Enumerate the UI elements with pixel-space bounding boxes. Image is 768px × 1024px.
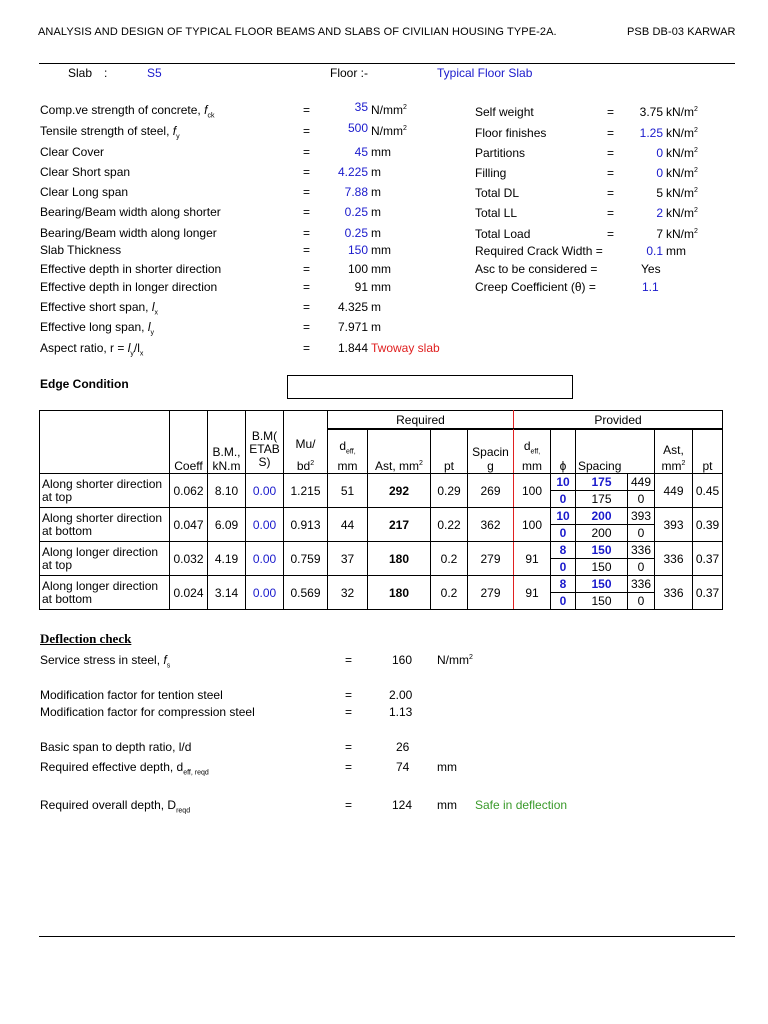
provided-group-header: Provided [514, 411, 723, 429]
param-equals: = [303, 205, 311, 219]
param-label: Effective depth in longer direction [40, 280, 218, 294]
param-equals: = [303, 341, 311, 355]
param-value: 4.225 [337, 165, 368, 179]
header-divider [39, 63, 735, 64]
cell-etabs: 0.00 [246, 474, 284, 508]
cell-phi-2[interactable]: 0 [551, 491, 576, 508]
param-equals: = [303, 145, 311, 159]
row-label: Along shorter direction at top [40, 474, 170, 508]
req-eff-depth-value: 74 [396, 760, 410, 774]
param-equals: = [303, 262, 311, 276]
req-eff-depth-eq: = [345, 760, 353, 774]
cell-pt-provided: 0.45 [693, 474, 723, 508]
floor-value: Typical Floor Slab [437, 66, 533, 80]
table-row [40, 576, 723, 593]
mod-compression-value: 1.13 [389, 705, 413, 719]
row-label: Along longer direction at bottom [40, 576, 170, 610]
cell-ast-2: 0 [628, 491, 655, 508]
cell-ast-provided: 449 [655, 474, 693, 508]
cell-spacing-1[interactable]: 175 [576, 474, 628, 491]
param-value: 500 [347, 121, 368, 135]
load-value: 5 [656, 186, 663, 200]
cell-spacing-required: 269 [468, 474, 514, 508]
cell-phi-2[interactable]: 0 [551, 525, 576, 542]
cell-coeff: 0.062 [170, 474, 208, 508]
req-eff-depth-label: Required effective depth, $d_{eff, reqd}$ [40, 760, 209, 777]
param-label: Effective depth in shorter direction [40, 262, 222, 276]
edge-condition-input[interactable] [287, 375, 573, 399]
mod-tension-value: 2.00 [389, 688, 413, 702]
param-label: Effective long span, $l_y$ [40, 320, 155, 337]
load-unit: $kN/m^2$ [666, 186, 698, 200]
load-unit: $kN/m^2$ [666, 206, 698, 220]
col-ast-provided: Ast, $mm^2$ [655, 430, 693, 474]
col-spacing-required: Spacin g [468, 430, 514, 474]
cell-phi-1[interactable]: 8 [551, 542, 576, 559]
cell-etabs: 0.00 [246, 576, 284, 610]
param-unit: $N/mm^2$ [371, 124, 407, 138]
cell-coeff: 0.047 [170, 508, 208, 542]
param-value: 35 [354, 100, 368, 114]
cell-deff-provided: 100 [514, 474, 551, 508]
load-label: Partitions [475, 146, 526, 160]
param-equals: = [303, 243, 311, 257]
param-label: Clear Long span [40, 185, 129, 199]
param-unit: m [371, 165, 381, 179]
param-label: Bearing/Beam width along longer [40, 226, 217, 240]
cell-pt: 0.2 [431, 542, 468, 576]
service-stress-label: Service stress in steel, $f_s$ [40, 653, 171, 670]
col-phi: ϕ [551, 430, 576, 474]
cell-spacing-required: 279 [468, 542, 514, 576]
param-value: 1.844 [337, 341, 368, 355]
load-equals: = [607, 186, 615, 200]
param-unit: mm [371, 243, 391, 257]
cell-deff-provided: 100 [514, 508, 551, 542]
cell-ast-provided: 336 [655, 542, 693, 576]
mod-tension-label: Modification factor for tention steel [40, 688, 223, 702]
cell-spacing-1[interactable]: 200 [576, 508, 628, 525]
param-value: 0.25 [344, 226, 368, 240]
slab-value: S5 [147, 66, 162, 80]
table-row [40, 474, 723, 491]
param-unit: m [371, 320, 381, 334]
cell-spacing-2: 150 [576, 559, 628, 576]
table-row [40, 542, 723, 559]
load-value: 3.75 [639, 105, 663, 119]
load-value: 1.25 [639, 126, 663, 140]
param-equals: = [303, 226, 311, 240]
param-value: 91 [354, 280, 368, 294]
table-row [40, 508, 723, 525]
mod-compression-eq: = [345, 705, 353, 719]
load-label: Total DL [475, 186, 520, 200]
cell-ast: 180 [368, 542, 431, 576]
load-equals: = [607, 206, 615, 220]
cell-mu: 0.913 [284, 508, 328, 542]
load-unit: mm [666, 244, 686, 258]
param-label: Slab Thickness [40, 243, 122, 257]
req-overall-depth-label: Required overall depth, $D_{reqd}$ [40, 798, 191, 815]
service-stress-eq: = [345, 653, 353, 667]
cell-phi-1[interactable]: 10 [551, 474, 576, 491]
param-value: 7.971 [337, 320, 368, 334]
cell-pt-provided: 0.37 [693, 542, 723, 576]
load-value: 0 [656, 146, 663, 160]
mod-compression-label: Modification factor for compression steel [40, 705, 255, 719]
mod-tension-eq: = [345, 688, 353, 702]
req-overall-depth-unit: mm [437, 798, 457, 812]
param-label: Comp.ve strength of concrete, $f_{ck}$ [40, 103, 215, 120]
load-value: 1.1 [642, 280, 659, 294]
param-value: 0.25 [344, 205, 368, 219]
col-bm-etabs: B.M( ETAB S) [246, 430, 284, 474]
cell-coeff: 0.032 [170, 542, 208, 576]
load-unit: $kN/m^2$ [666, 146, 698, 160]
basic-ratio-label: Basic span to depth ratio, l/d [40, 740, 192, 754]
col-ast-required: Ast, $mm^2$ [368, 430, 431, 474]
param-unit: m [371, 300, 381, 314]
col-pt-provided: pt [693, 430, 723, 474]
load-equals: = [607, 227, 615, 241]
param-equals: = [303, 103, 311, 117]
param-equals: = [303, 185, 311, 199]
cell-ast-provided: 393 [655, 508, 693, 542]
cell-spacing-1[interactable]: 150 [576, 542, 628, 559]
param-value: 7.88 [344, 185, 368, 199]
edge-condition-label: Edge Condition [40, 377, 129, 391]
param-value: 150 [347, 243, 368, 257]
req-overall-depth-value: 124 [392, 798, 413, 812]
col-spacing-provided: Spacing [576, 430, 655, 474]
load-value: 0.1 [646, 244, 663, 258]
load-equals: = [607, 146, 615, 160]
col-mu-bd2: Mu/ $bd^2$ [284, 430, 328, 474]
cell-ast-2: 0 [628, 525, 655, 542]
service-stress-unit: $N/mm^2$ [437, 653, 473, 667]
document-reference: PSB DB-03 KARWAR [627, 26, 736, 38]
cell-pt: 0.29 [431, 474, 468, 508]
param-label: Effective short span, $l_x$ [40, 300, 159, 317]
col-pt-required: pt [431, 430, 468, 474]
param-unit: mm [371, 262, 391, 276]
param-unit: m [371, 226, 381, 240]
cell-bm: 4.19 [208, 542, 246, 576]
deflection-status: Safe in deflection [475, 798, 568, 812]
cell-deff-provided: 91 [514, 576, 551, 610]
param-unit: mm [371, 145, 391, 159]
cell-bm: 3.14 [208, 576, 246, 610]
req-overall-depth-eq: = [345, 798, 353, 812]
cell-ast: 292 [368, 474, 431, 508]
load-label: Asc to be considered = [475, 262, 598, 276]
slab-colon: : [104, 66, 108, 80]
param-label: Bearing/Beam width along shorter [40, 205, 221, 219]
cell-ast-provided: 336 [655, 576, 693, 610]
param-equals: = [303, 124, 311, 138]
load-label: Filling [475, 166, 507, 180]
cell-ast-2: 0 [628, 593, 655, 610]
cell-bm: 8.10 [208, 474, 246, 508]
param-equals: = [303, 280, 311, 294]
footer-divider [39, 936, 735, 937]
cell-ast-2: 0 [628, 559, 655, 576]
param-unit: mm [371, 280, 391, 294]
cell-spacing-1[interactable]: 150 [576, 576, 628, 593]
param-label: Clear Cover [40, 145, 105, 159]
cell-deff: 51 [328, 474, 368, 508]
load-label: Self weight [475, 105, 534, 119]
load-equals: = [607, 105, 615, 119]
param-value: 100 [347, 262, 368, 276]
cell-phi-1[interactable]: 10 [551, 508, 576, 525]
cell-coeff: 0.024 [170, 576, 208, 610]
param-value: 45 [354, 145, 368, 159]
cell-ast-1: 393 [628, 508, 655, 525]
param-equals: = [303, 300, 311, 314]
load-unit: $kN/m^2$ [666, 126, 698, 140]
cell-spacing-2: 175 [576, 491, 628, 508]
cell-deff: 37 [328, 542, 368, 576]
cell-etabs: 0.00 [246, 508, 284, 542]
row-label: Along longer direction at top [40, 542, 170, 576]
col-deff-required: $d_{eff,}$ mm [328, 430, 368, 474]
document-title: ANALYSIS AND DESIGN OF TYPICAL FLOOR BEAMS AND SLABS OF CIVILIAN HOUSING TYPE-2A. [38, 26, 557, 38]
cell-deff: 44 [328, 508, 368, 542]
cell-spacing-required: 362 [468, 508, 514, 542]
load-value: Yes [641, 262, 661, 276]
param-unit: $N/mm^2$ [371, 103, 407, 117]
col-deff-provided: $d_{eff,}$ mm [514, 430, 551, 474]
cell-mu: 0.759 [284, 542, 328, 576]
param-equals: = [303, 165, 311, 179]
cell-ast-1: 336 [628, 576, 655, 593]
cell-mu: 1.215 [284, 474, 328, 508]
reinforcement-table [39, 410, 723, 610]
req-eff-depth-unit: mm [437, 760, 457, 774]
load-equals: = [607, 126, 615, 140]
cell-phi-2[interactable]: 0 [551, 593, 576, 610]
load-value: 2 [656, 206, 663, 220]
load-unit: $kN/m^2$ [666, 166, 698, 180]
cell-pt-provided: 0.37 [693, 576, 723, 610]
slab-label: Slab [68, 66, 93, 80]
load-value: 0 [656, 166, 663, 180]
load-label: Required Crack Width = [475, 244, 603, 258]
col-bm: B.M., kN.m [208, 430, 246, 474]
load-label: Total LL [475, 206, 518, 220]
basic-ratio-eq: = [345, 740, 353, 754]
load-unit: $kN/m^2$ [666, 105, 698, 119]
cell-phi-1[interactable]: 8 [551, 576, 576, 593]
param-value: 4.325 [337, 300, 368, 314]
param-label: Tensile strength of steel, $f_y$ [40, 124, 180, 141]
param-unit: m [371, 185, 381, 199]
param-unit: m [371, 205, 381, 219]
cell-ast-1: 336 [628, 542, 655, 559]
cell-spacing-2: 150 [576, 593, 628, 610]
load-label: Total Load [475, 227, 531, 241]
param-unit: Twoway slab [371, 341, 440, 355]
load-label: Floor finishes [475, 126, 547, 140]
service-stress-value: 160 [392, 653, 413, 667]
cell-deff-provided: 91 [514, 542, 551, 576]
cell-pt-provided: 0.39 [693, 508, 723, 542]
cell-ast-1: 449 [628, 474, 655, 491]
cell-etabs: 0.00 [246, 542, 284, 576]
deflection-heading: Deflection check [40, 631, 132, 646]
param-label: Clear Short span [40, 165, 131, 179]
param-equals: = [303, 320, 311, 334]
cell-spacing-required: 279 [468, 576, 514, 610]
row-label: Along shorter direction at bottom [40, 508, 170, 542]
cell-pt: 0.2 [431, 576, 468, 610]
cell-spacing-2: 200 [576, 525, 628, 542]
floor-label: Floor :- [330, 66, 369, 80]
cell-ast: 180 [368, 576, 431, 610]
cell-deff: 32 [328, 576, 368, 610]
cell-ast: 217 [368, 508, 431, 542]
load-label: Creep Coefficient (θ) = [475, 280, 596, 294]
load-value: 7 [656, 227, 663, 241]
param-label: Aspect ratio, $r = l_y/l_x$ [40, 341, 144, 358]
load-equals: = [607, 166, 615, 180]
load-unit: $kN/m^2$ [666, 227, 698, 241]
cell-bm: 6.09 [208, 508, 246, 542]
col-coeff: Coeff [170, 430, 208, 474]
basic-ratio-value: 26 [396, 740, 410, 754]
cell-phi-2[interactable]: 0 [551, 559, 576, 576]
cell-pt: 0.22 [431, 508, 468, 542]
cell-mu: 0.569 [284, 576, 328, 610]
required-group-header: Required [328, 411, 514, 429]
